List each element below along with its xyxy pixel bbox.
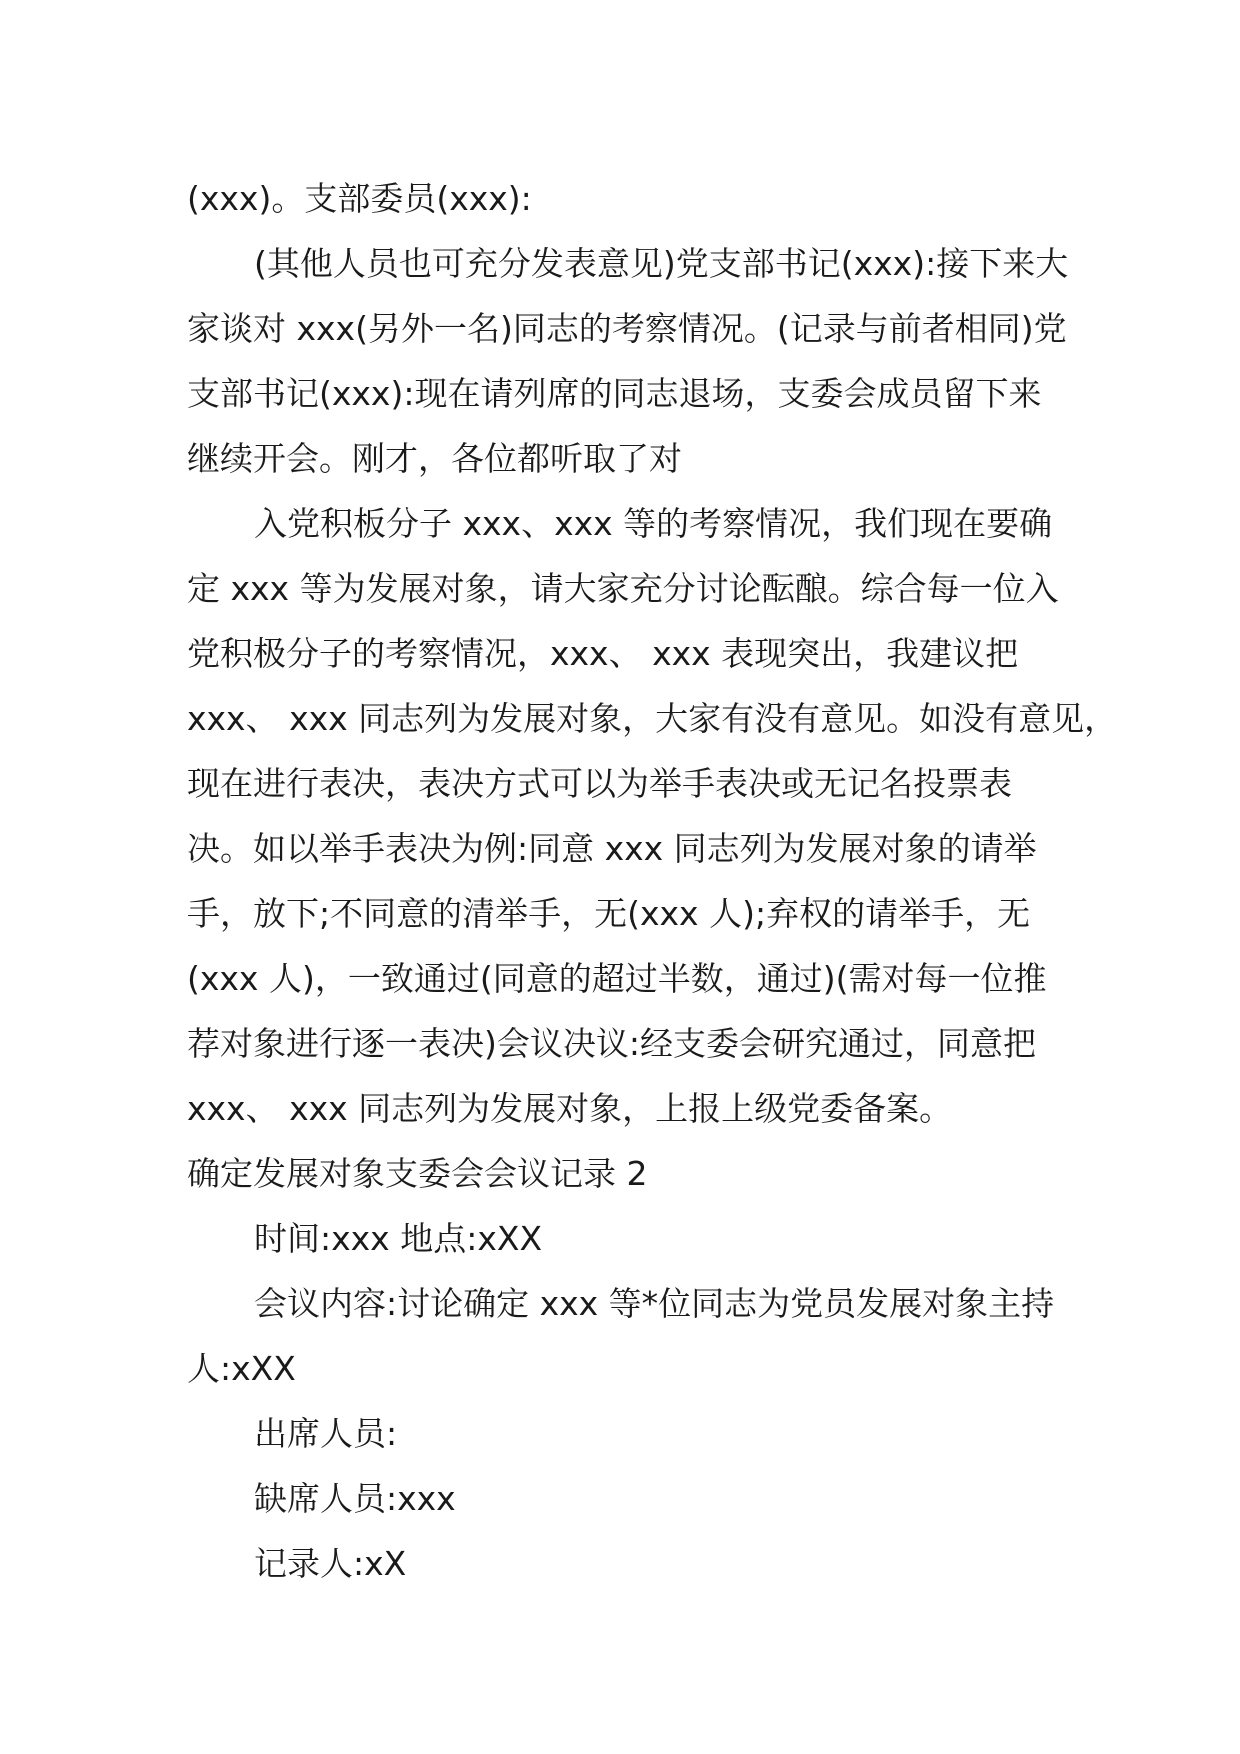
- text-line: 家谈对 xxx(另外一名)同志的考察情况。(记录与前者相同)党: [187, 309, 1067, 348]
- text-line: 时间:xxx 地点:xXX: [254, 1219, 543, 1258]
- text-line: 会议内容:讨论确定 xxx 等*位同志为党员发展对象主持: [254, 1284, 1055, 1323]
- text-line: 支部书记(xxx):现在请列席的同志退场，支委会成员留下来: [187, 374, 1042, 413]
- text-line: 党积极分子的考察情况，xxx、 xxx 表现突出，我建议把: [187, 634, 1019, 673]
- text-line: xxx、 xxx 同志列为发展对象，大家有没有意见。如没有意见，: [187, 699, 1118, 738]
- text-line: (xxx 人)，一致通过(同意的超过半数，通过)(需对每一位推: [187, 959, 1047, 998]
- text-line: 现在进行表决，表决方式可以为举手表决或无记名投票表: [187, 764, 1012, 803]
- text-line: 出席人员:: [254, 1414, 398, 1453]
- text-line: (其他人员也可充分发表意见)党支部书记(xxx):接下来大: [254, 244, 1069, 283]
- section-heading: 确定发展对象支委会会议记录 2: [187, 1154, 648, 1193]
- text-line: 继续开会。刚才，各位都听取了对: [187, 439, 682, 478]
- text-line: xxx、 xxx 同志列为发展对象，上报上级党委备案。: [187, 1089, 953, 1128]
- text-line: 人:xXX: [187, 1349, 296, 1388]
- text-line: (xxx)。支部委员(xxx):: [187, 179, 532, 218]
- text-line: 定 xxx 等为发展对象，请大家充分讨论酝酿。综合每一位入: [187, 569, 1059, 608]
- text-line: 手，放下;不同意的清举手，无(xxx 人);弃权的请举手，无: [187, 894, 1031, 933]
- text-line: 决。如以举手表决为例:同意 xxx 同志列为发展对象的请举: [187, 829, 1037, 868]
- text-line: 缺席人员:xxx: [254, 1479, 456, 1518]
- text-line: 荐对象进行逐一表决)会议决议:经支委会研究通过，同意把: [187, 1024, 1036, 1063]
- text-line: 记录人:xX: [254, 1544, 407, 1583]
- document-body: [187, 166, 1118, 1596]
- text-line: 入党积板分子 xxx、xxx 等的考察情况，我们现在要确: [254, 504, 1053, 543]
